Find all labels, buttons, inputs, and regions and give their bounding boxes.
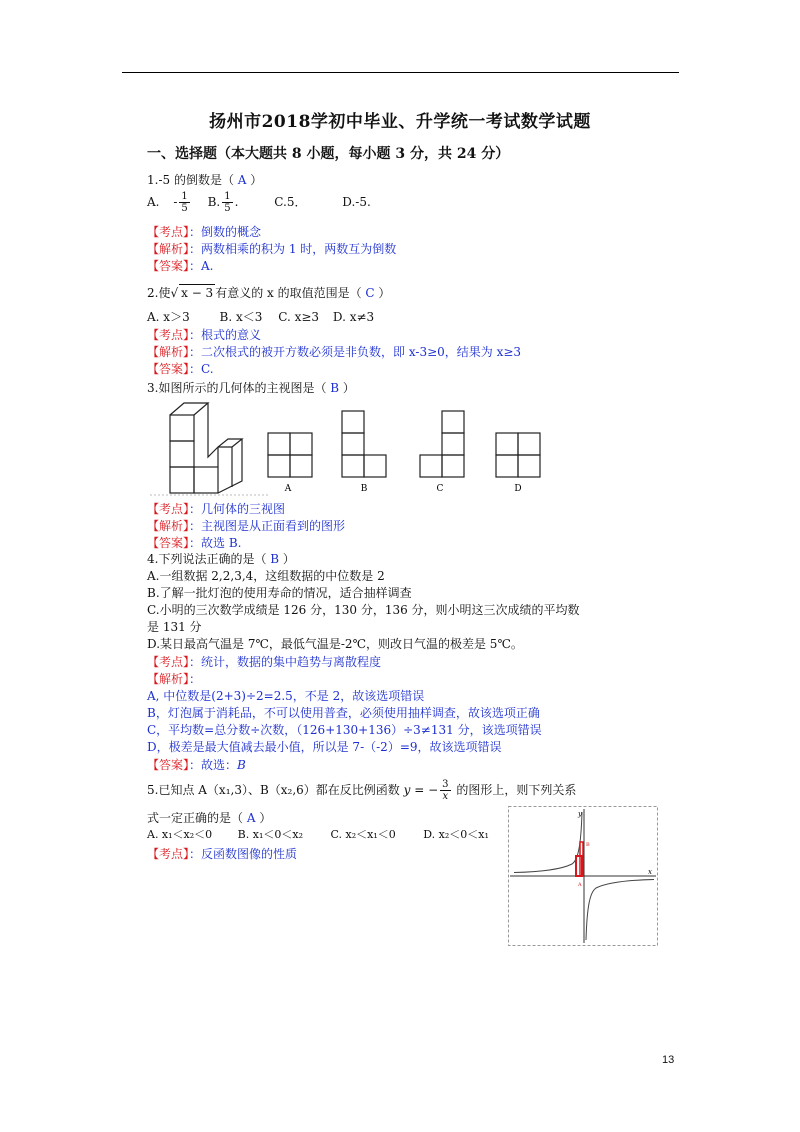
q1-option-b-fraction: $\frac{1}{5}$	[224, 191, 231, 214]
q4-explain-b: B，灯泡属于消耗品，不可以使用普查，必须使用抽样调查，故该选项正确	[147, 706, 540, 720]
q4-option-a: A.一组数据 2,2,3,4，这组数据的中位数是 2	[147, 569, 385, 583]
point-a-marker	[576, 856, 582, 876]
q4-kaodian: 【考点】：统计，数据的集中趋势与离散程度	[147, 655, 382, 669]
page-title: 扬州市2018学初中毕业、升学统一考试数学试题	[209, 112, 591, 132]
q4-explain-a: A, 中位数是(2+3)÷2=2.5，不是 2，故该选项错误	[147, 689, 425, 703]
q4-option-d: D.某日最高气温是 7℃，最低气温是-2℃，则改日气温的极差是 5℃。	[147, 637, 523, 651]
q1-answer: A	[237, 173, 247, 187]
q3-option-d-view	[496, 433, 540, 477]
q3-figure	[140, 395, 560, 500]
q5-kaodian: 【考点】：反函数图像的性质	[147, 847, 298, 861]
q2-answer: C	[365, 286, 375, 300]
q5-hyperbola-graph	[508, 806, 658, 946]
q5-options: A. x₁＜x₂＜0 B. x₁＜0＜x₂ C. x₂＜x₁＜0 D. x₂＜0＜x₁	[147, 828, 489, 841]
q2-radicand: x − 3	[181, 286, 214, 300]
q3-solid-figure	[170, 403, 242, 493]
q3-label-a: A	[284, 484, 292, 494]
q3-option-c-view	[420, 411, 464, 477]
q2-jiexi: 【解析】：二次根式的被开方数必须是非负数，即 x-3≥0，结果为 x≥3	[147, 345, 522, 359]
hyperbola-branch-left	[514, 812, 582, 873]
graph-y-label: y	[578, 810, 582, 818]
q4-explain-c: C，平均数=总分数÷次数，（126+130+136）÷3≠131 分，该选项错误	[147, 723, 542, 737]
graph-point-a-label: A	[578, 882, 582, 888]
q3-label-c: C	[436, 484, 444, 494]
q4-option-c: C.小明的三次数学成绩是 126 分，130 分，136 分，则小明这三次成绩的平均数	[147, 603, 580, 617]
q1-daan: 【答案】：A.	[147, 259, 214, 273]
graph-x-label: x	[648, 868, 652, 876]
q3-jiexi: 【解析】：主视图是从正面看到的图形	[147, 519, 346, 533]
header-rule	[122, 72, 679, 73]
section-heading: 一、选择题（本大题共 8 小题，每小题 3 分，共 24 分）	[147, 146, 510, 162]
q1-jiexi: 【解析】：两数相乘的积为 1 时，两数互为倒数	[147, 242, 397, 256]
q3-stem: 3.如图所示的几何体的主视图是（ B ）	[147, 381, 355, 395]
q2-daan: 【答案】：C.	[147, 362, 214, 376]
q4-option-c-cont: 是 131 分	[147, 620, 202, 634]
q4-daan: 【答案】：故选：B	[147, 758, 246, 772]
q1-options: A. - $\frac{1}{5}$ B. $\frac{1}{5}$ . C.5． D.-5.	[147, 191, 371, 214]
q3-daan: 【答案】：故选 B.	[147, 536, 242, 550]
q4-answer: B	[270, 552, 280, 566]
q4-explain-d: D，极差是最大值减去最小值，所以是 7-（-2）=9，故该选项错误	[147, 740, 502, 754]
q5-answer: A	[246, 811, 256, 825]
q2-stem: 2.使√ x − 3 有意义的 x 的取值范围是（ C ）	[147, 286, 391, 300]
q2-kaodian: 【考点】：根式的意义	[147, 328, 262, 342]
q3-option-a-view	[268, 433, 312, 477]
q5-stem-cont: 式一定正确的是（ A ）	[147, 811, 272, 825]
page-number: 13	[662, 1054, 675, 1066]
q1-kaodian: 【考点】：倒数的概念	[147, 225, 262, 239]
q3-option-b-view	[342, 411, 386, 477]
q3-label-d: D	[514, 484, 522, 494]
hyperbola-branch-right	[586, 880, 654, 941]
q4-stem: 4.下列说法正确的是（ B ）	[147, 552, 295, 566]
q1-option-a-fraction: $\frac{1}{5}$	[181, 191, 188, 214]
q2-options: A. x＞3 B. x＜3 C. x≥3 D. x≠3	[147, 310, 375, 324]
q3-answer: B	[330, 381, 340, 395]
q4-option-b: B.了解一批灯泡的使用寿命的情况，适合抽样调查	[147, 586, 412, 600]
q3-kaodian: 【考点】：几何体的三视图	[147, 502, 286, 516]
q5-function-fraction: $\frac{3}{x}$	[442, 779, 449, 802]
graph-point-b-label: B	[586, 842, 590, 848]
q1-stem: 1.-5 的倒数是（ A ）	[147, 173, 263, 187]
q3-label-b: B	[360, 484, 368, 494]
q5-stem: 5.已知点 A（x₁,3）、B（x₂,6）都在反比例函数 y = − $\frac{3}{x}$ 的图形上，则下列关系	[147, 779, 577, 802]
q4-jiexi: 【解析】：	[147, 672, 202, 686]
